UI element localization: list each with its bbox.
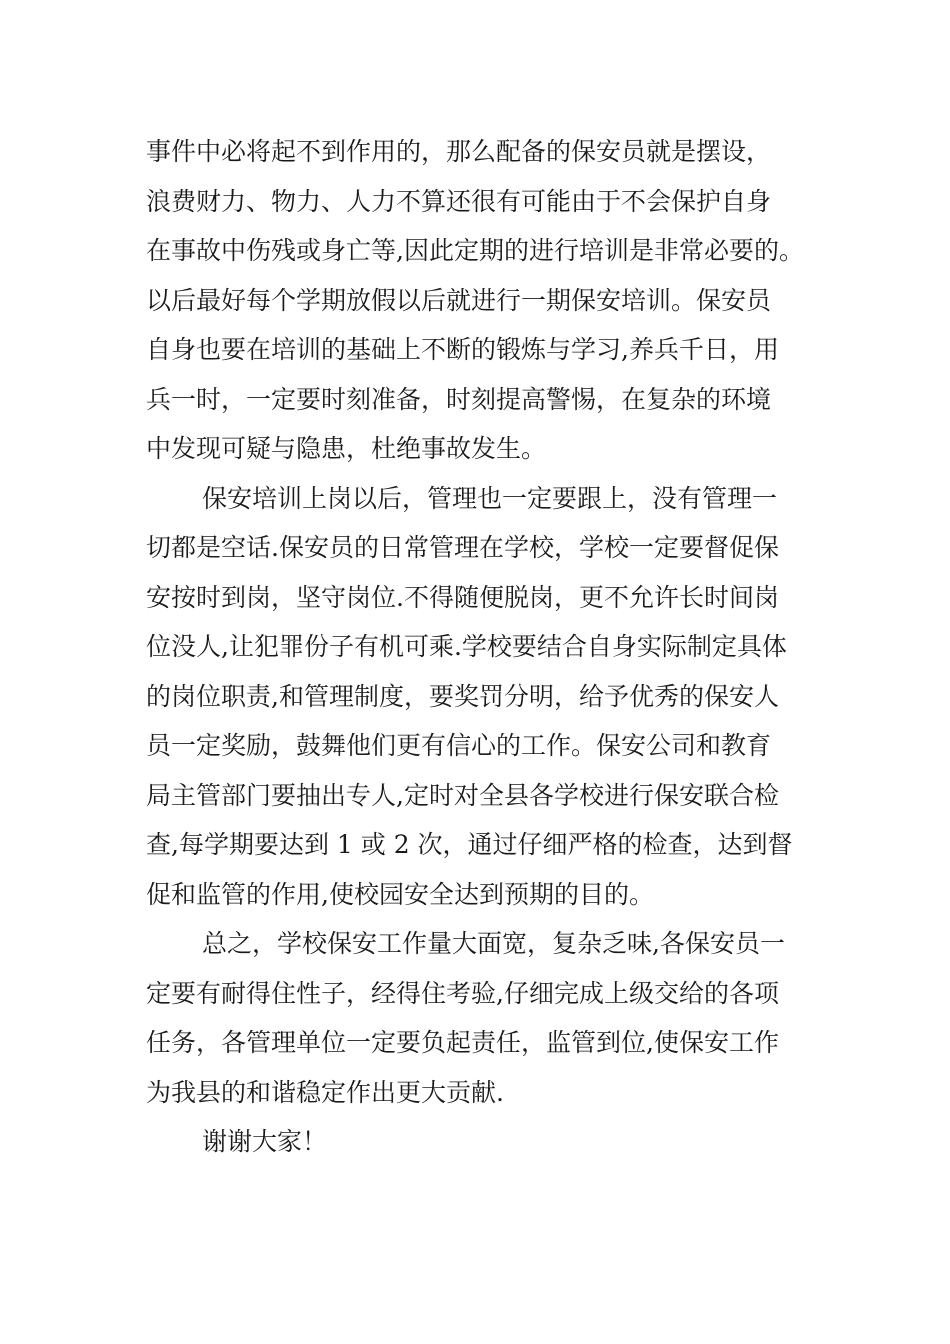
text-line: 浪费财力、物力、人力不算还很有可能由于不会保护自身 [146, 186, 772, 216]
paragraph-2 [146, 474, 826, 920]
text-line: 事件中必将起不到作用的，那么配备的保安员就是摆设， [146, 137, 772, 166]
paragraph-closing [146, 1117, 826, 1167]
text-line: 员一定奖励，鼓舞他们更有信心的工作。保安公司和教育 [146, 731, 772, 760]
paragraph-1 [146, 127, 826, 474]
text-line: 安按时到岗，坚守岗位.不得随便脱岗，更不允许长时间岗 [146, 582, 779, 612]
text-line: 切都是空话.保安员的日常管理在学校，学校一定要督促保 [146, 533, 779, 562]
text-line: 保安培训上岗以后，管理也一定要跟上，没有管理一 [202, 483, 778, 513]
document-body [146, 127, 826, 1167]
text-line: 在事故中伤残或身亡等,因此定期的进行培训是非常必要的。 [146, 236, 804, 265]
text-line: 定要有耐得住性子，经得住考验,仔细完成上级交给的各项 [146, 978, 779, 1008]
paragraph-3 [146, 919, 826, 1117]
text-line: 以后最好每个学期放假以后就进行一期保安培训。保安员 [146, 285, 772, 315]
text-line: 位没人,让犯罪份子有机可乘.学校要结合自身实际制定具体 [146, 632, 787, 661]
text-line: 为我县的和谐稳定作出更大贡献. [146, 1077, 504, 1107]
text-line: 总之，学校保安工作量大面宽，复杂乏味,各保安员一 [202, 929, 785, 958]
text-line: 促和监管的作用,使校园安全达到预期的目的。 [146, 879, 654, 909]
text-line: 中发现可疑与隐患，杜绝事故发生。 [146, 434, 547, 463]
text-line: 查,每学期要达到 1 或 2 次，通过仔细严格的检查，达到督 [146, 830, 793, 859]
closing-line: 谢谢大家！ [202, 1127, 328, 1156]
text-line: 任务，各管理单位一定要负起责任，监管到位,使保安工作 [146, 1028, 779, 1057]
text-line: 的岗位职责,和管理制度，要奖罚分明，给予优秀的保安人 [146, 681, 779, 711]
text-line: 局主管部门要抽出专人,定时对全县各学校进行保安联合检 [146, 780, 779, 810]
text-line: 兵一时，一定要时刻准备，时刻提高警惕，在复杂的环境 [146, 384, 772, 414]
text-line: 自身也要在培训的基础上不断的锻炼与学习,养兵千日，用 [146, 335, 779, 364]
